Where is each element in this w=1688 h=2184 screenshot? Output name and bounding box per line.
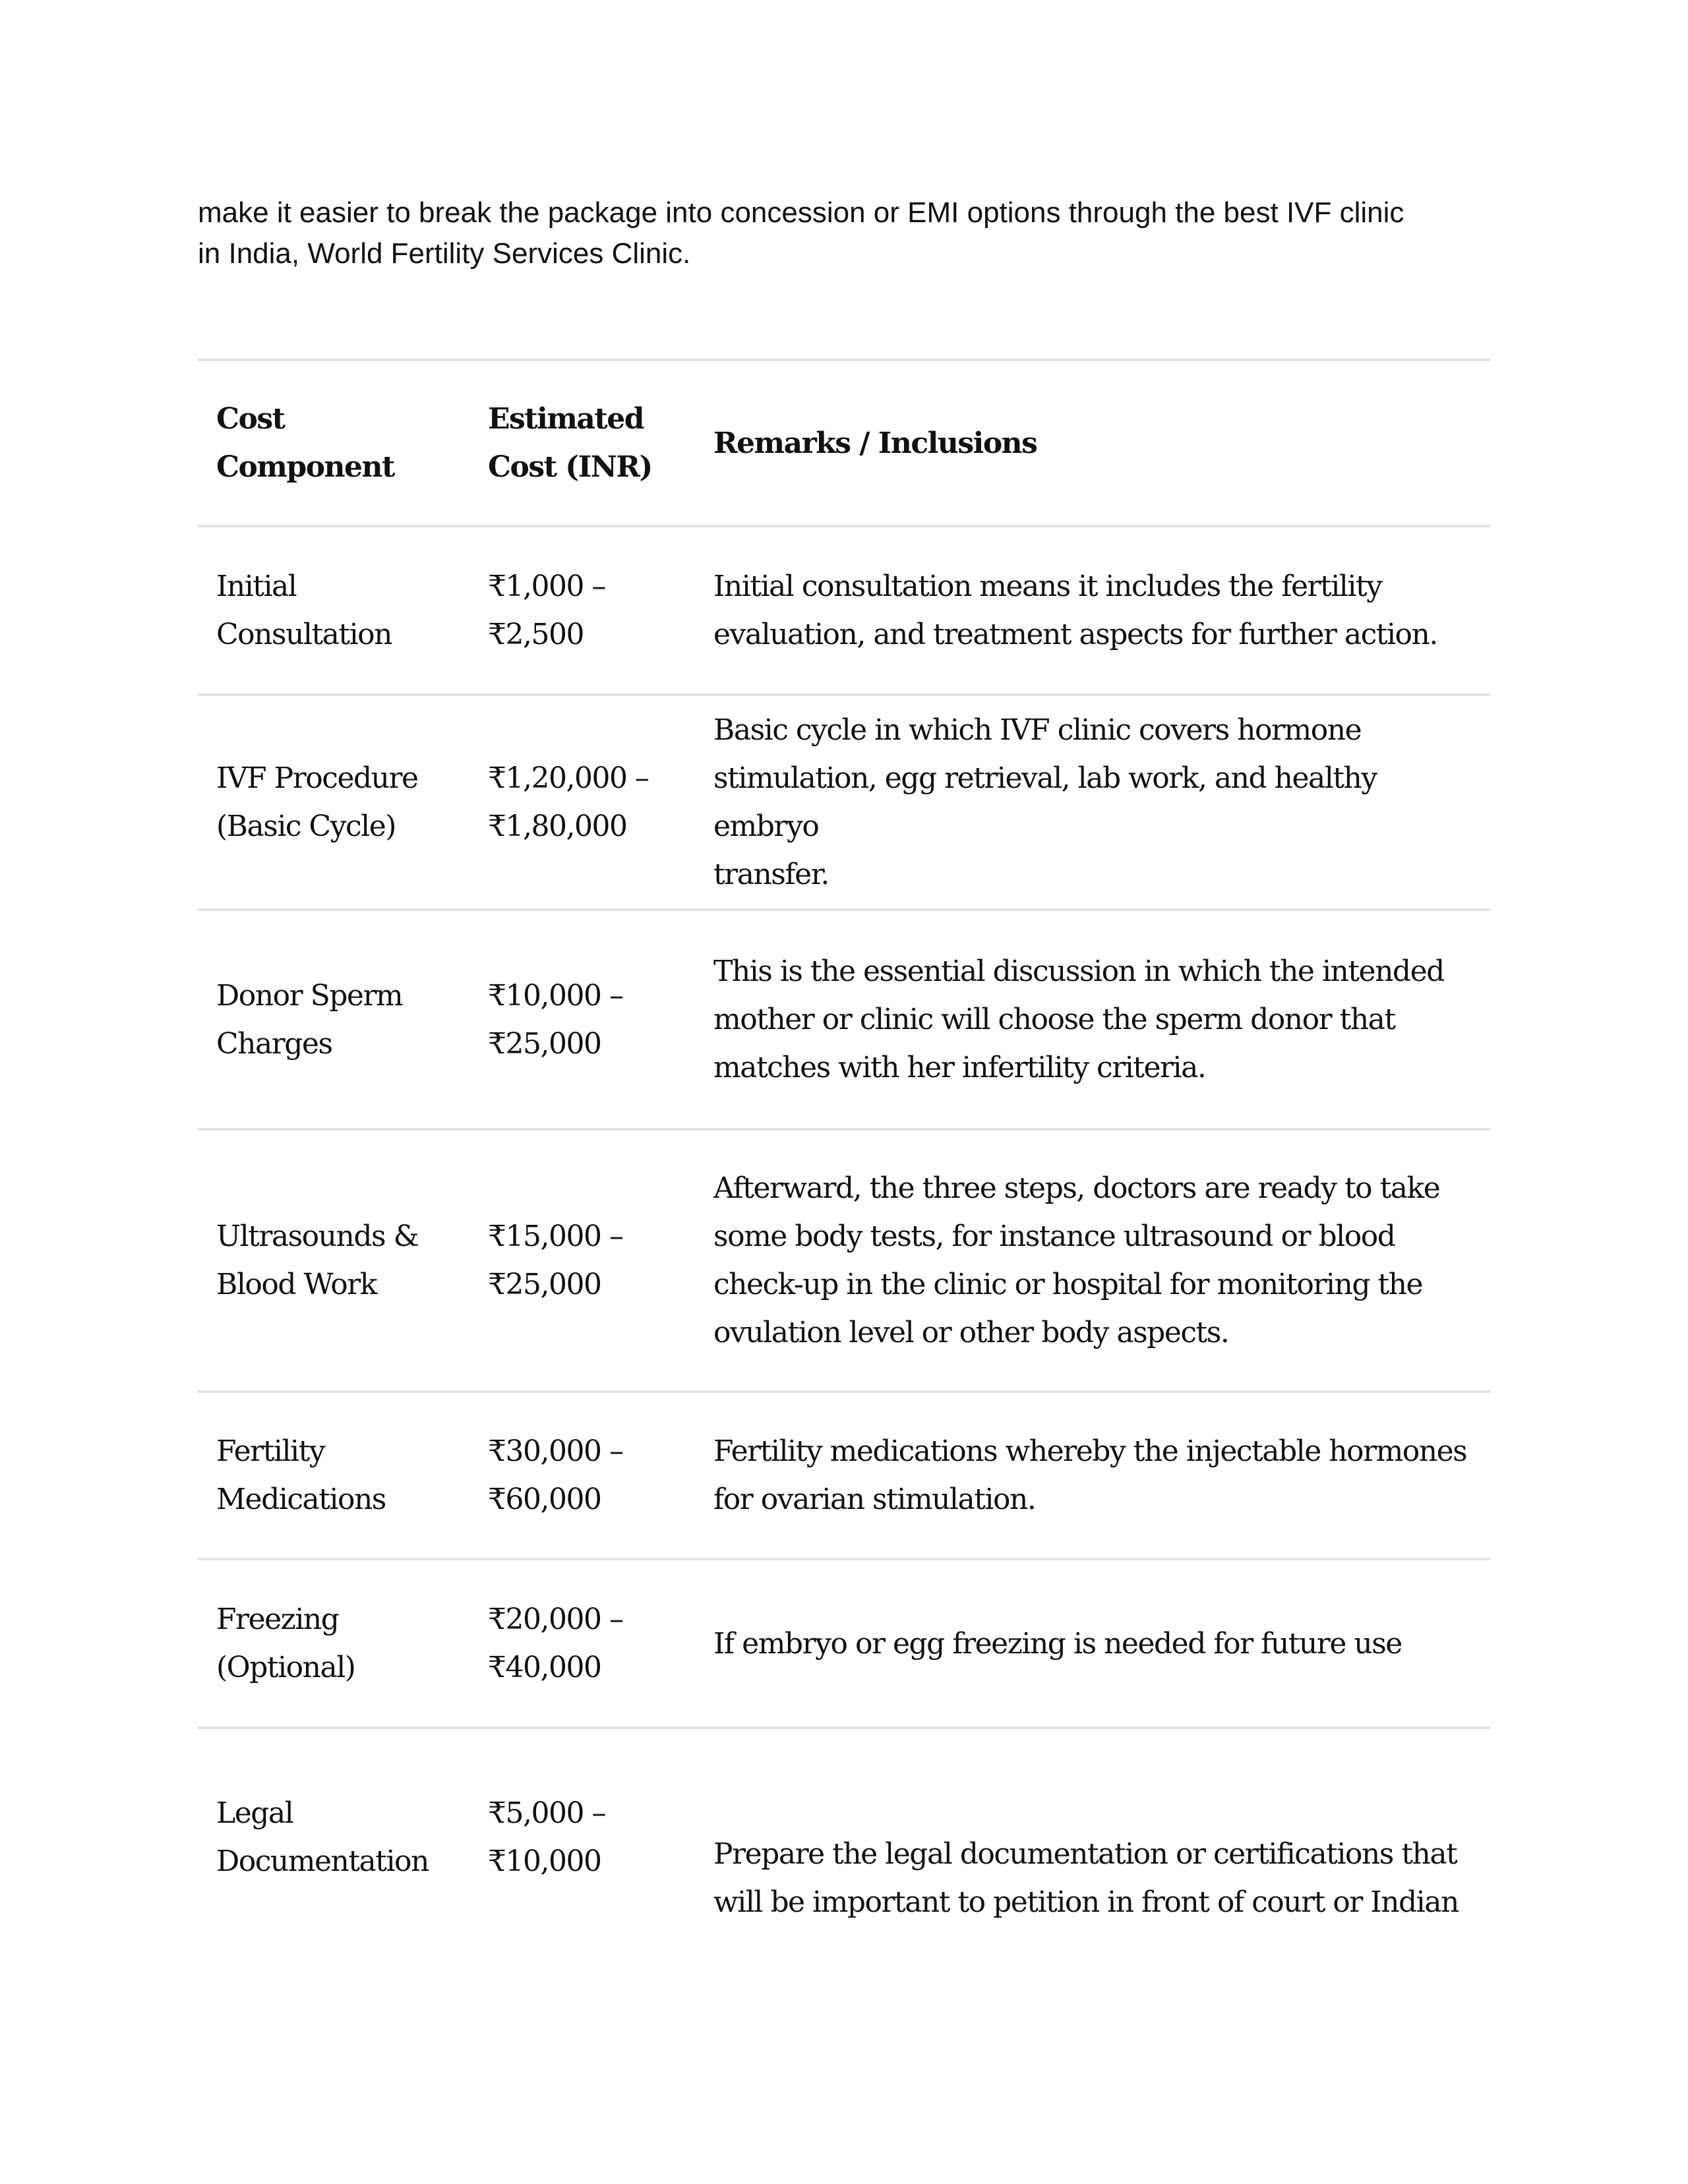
cell-cost: ₹20,000 – ₹40,000 [488, 1603, 623, 1684]
table-row [198, 910, 1490, 1129]
cell-remarks: Fertility medications whereby the injectable hormones for ovarian stimulation. [713, 1434, 1467, 1516]
table-row [198, 1129, 1490, 1392]
cell-component: Fertility Medications [216, 1434, 386, 1516]
table-row [198, 1728, 1490, 1945]
cell-component: IVF Procedure (Basic Cycle) [216, 761, 418, 843]
table-header-row [198, 360, 1490, 526]
cell-component: Legal Documentation [216, 1796, 429, 1878]
cell-cost: ₹1,20,000 – ₹1,80,000 [488, 761, 649, 843]
cell-component: Initial Consultation [216, 570, 392, 651]
cell-cost: ₹30,000 – ₹60,000 [488, 1434, 623, 1516]
cell-remarks: This is the essential discussion in which the intended mother or clinic will choose the sperm donor that matches with her infertility criteria. [713, 955, 1444, 1084]
intro-paragraph [198, 192, 1490, 274]
table-row [198, 695, 1490, 910]
cell-cost: ₹10,000 – ₹25,000 [488, 978, 623, 1061]
intro-line: in India, World Fertility Services Clinic. [198, 237, 691, 270]
table-row [198, 526, 1490, 695]
cell-component: Ultrasounds & Blood Work [216, 1220, 419, 1301]
header-remarks: Remarks / Inclusions [713, 426, 1037, 460]
header-estimated-cost: Estimated Cost (INR) [488, 402, 652, 484]
cell-remarks: Prepare the legal documentation or certifications that will be important to petition in front of court or Indian [713, 1837, 1459, 1919]
cell-remarks: Initial consultation means it includes the fertility evaluation, and treatment aspects for further action. [713, 570, 1437, 651]
cell-cost: ₹15,000 – ₹25,000 [488, 1220, 623, 1301]
intro-line: make it easier to break the package into concession or EMI options through the best IVF clinic [198, 196, 1404, 229]
cell-component: Freezing (Optional) [216, 1603, 355, 1684]
ivf-cost-table [198, 359, 1490, 1945]
table-row [198, 1559, 1490, 1728]
header-cost-component: Cost Component [216, 402, 394, 484]
table-row [198, 1392, 1490, 1559]
cell-component: Donor Sperm Charges [216, 978, 403, 1061]
cell-remarks: Basic cycle in which IVF clinic covers hormone stimulation, egg retrieval, lab work, and healthy embryo transfer. [713, 713, 1377, 891]
cell-remarks: If embryo or egg freezing is needed for future use [713, 1626, 1402, 1661]
cell-remarks: Afterward, the three steps, doctors are ready to take some body tests, for instance ultrasound or blood check-up in the clinic or hospital for monitoring the ovulation level or other body aspects. [713, 1171, 1440, 1349]
cell-cost: ₹5,000 – ₹10,000 [488, 1796, 605, 1878]
cell-cost: ₹1,000 – ₹2,500 [488, 570, 605, 651]
